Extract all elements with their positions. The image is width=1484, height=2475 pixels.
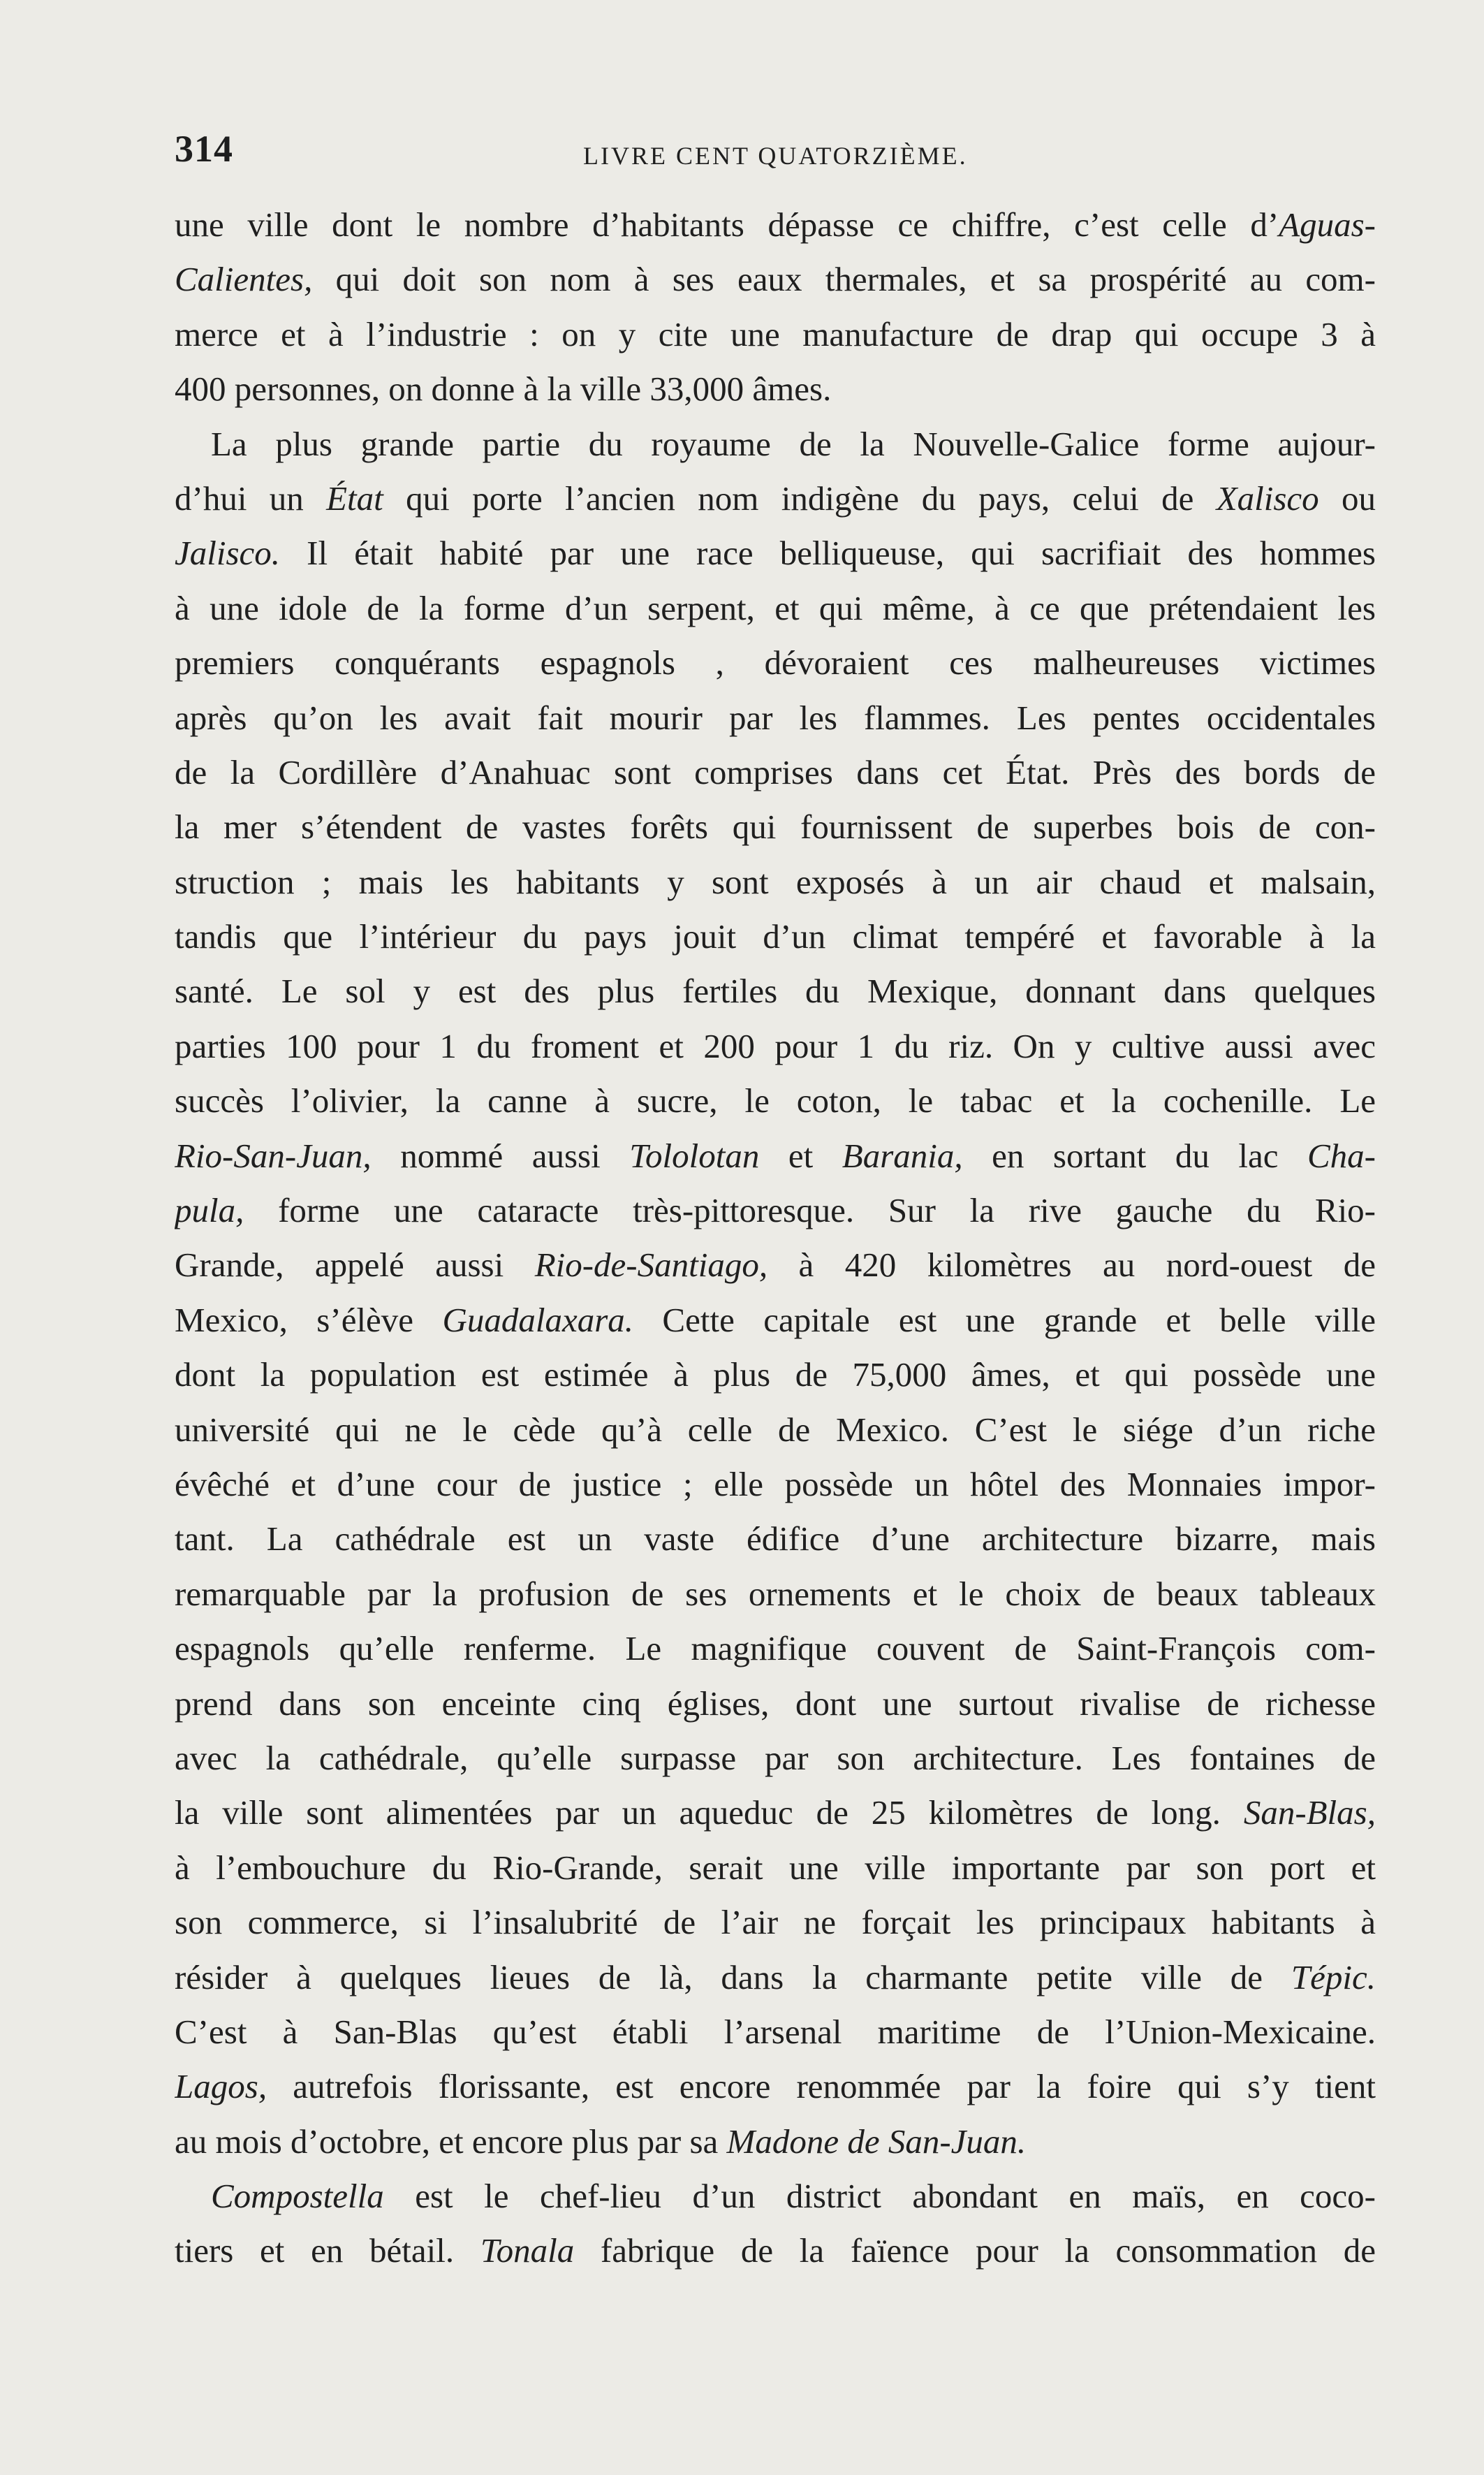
- text-line: d’hui un État qui porte l’ancien nom indigène du pays, celui de Xalisco ou: [175, 479, 1376, 518]
- italic-term: San-Blas,: [1243, 1793, 1376, 1832]
- italic-term: Tépic.: [1291, 1957, 1376, 1996]
- italic-term: pula,: [175, 1191, 244, 1230]
- text-line: la mer s’étendent de vastes forêts qui fournissent de superbes bois de con-: [175, 808, 1376, 847]
- text-line: dont la population est estimée à plus de 75,000 âmes, et qui possède une: [175, 1355, 1376, 1394]
- italic-term: État: [326, 479, 383, 518]
- text-line: Grande, appelé aussi Rio-de-Santiago, à 420 kilomètres au nord-ouest de: [175, 1246, 1376, 1285]
- text-line: tant. La cathédrale est un vaste édifice d’une architecture bizarre, mais: [175, 1519, 1376, 1558]
- text-line: 400 personnes, on donne à la ville 33,000 âmes.: [175, 370, 832, 409]
- text-line: résider à quelques lieues de là, dans la charmante petite ville de Tépic.: [175, 1957, 1376, 1996]
- text-line: premiers conquérants espagnols , dévoraient ces malheureuses victimes: [175, 643, 1376, 682]
- italic-term: Jalisco.: [175, 534, 281, 573]
- text-line: à l’embouchure du Rio-Grande, serait une ville importante par son port et: [175, 1848, 1376, 1887]
- italic-term: Guadalaxara.: [442, 1300, 634, 1339]
- italic-term: Calientes,: [175, 260, 313, 299]
- italic-term: Tonala: [480, 2231, 575, 2270]
- text-line: prend dans son enceinte cinq églises, dont une surtout rivalise de richesse: [175, 1684, 1376, 1723]
- text-line: avec la cathédrale, qu’elle surpasse par son architecture. Les fontaines de: [175, 1738, 1376, 1777]
- italic-term: Cha-: [1307, 1136, 1376, 1175]
- text-line: santé. Le sol y est des plus fertiles du Mexique, donnant dans quelques: [175, 972, 1376, 1011]
- italic-term: Barania,: [842, 1136, 963, 1175]
- italic-term: Madone de San-Juan.: [726, 2122, 1027, 2161]
- text-line: pula, forme une cataracte très-pittoresque. Sur la rive gauche du Rio-: [175, 1191, 1376, 1230]
- page-number: 314: [175, 128, 233, 170]
- running-title: LIVRE CENT QUATORZIÈME.: [583, 142, 968, 170]
- text-line: Compostella est le chef-lieu d’un district abondant en maïs, en coco-: [211, 2177, 1376, 2216]
- text-line: succès l’olivier, la canne à sucre, le coton, le tabac et la cochenille. Le: [175, 1081, 1376, 1120]
- text-line: struction ; mais les habitants y sont exposés à un air chaud et malsain,: [175, 862, 1376, 901]
- body-text: [175, 198, 1376, 2279]
- text-line: de la Cordillère d’Anahuac sont comprises dans cet État. Près des bords de: [175, 752, 1376, 791]
- italic-term: Lagos,: [175, 2067, 267, 2106]
- text-line: Lagos, autrefois florissante, est encore renommée par la foire qui s’y tient: [175, 2067, 1376, 2106]
- text-line: tandis que l’intérieur du pays jouit d’un climat tempéré et favorable à la: [175, 917, 1376, 956]
- italic-term: Rio-San-Juan,: [175, 1136, 372, 1175]
- text-line: C’est à San-Blas qu’est établi l’arsenal maritime de l’Union-Mexicaine.: [175, 2012, 1376, 2051]
- text-line: Mexico, s’élève Guadalaxara. Cette capitale est une grande et belle ville: [175, 1300, 1376, 1339]
- italic-term: Aguas-: [1279, 205, 1376, 244]
- text-line: tiers et en bétail. Tonala fabrique de la faïence pour la consommation de: [175, 2231, 1376, 2270]
- text-line: Calientes, qui doit son nom à ses eaux thermales, et sa prospérité au com-: [175, 260, 1376, 299]
- text-line: après qu’on les avait fait mourir par les flammes. Les pentes occidentales: [175, 698, 1376, 737]
- text-line: évêché et d’une cour de justice ; elle possède un hôtel des Monnaies impor-: [175, 1464, 1376, 1503]
- text-line: remarquable par la profusion de ses ornements et le choix de beaux tableaux: [175, 1574, 1376, 1613]
- italic-term: Rio-de-Santiago,: [534, 1246, 768, 1285]
- text-line: au mois d’octobre, et encore plus par sa Madone de San-Juan.: [175, 2122, 1027, 2161]
- text-line: son commerce, si l’insalubrité de l’air ne forçait les principaux habitants à: [175, 1903, 1376, 1942]
- text-line: la ville sont alimentées par un aqueduc de 25 kilomètres de long. San-Blas,: [175, 1793, 1376, 1832]
- text-line: Jalisco. Il était habité par une race belliqueuse, qui sacrifiait des hommes: [175, 534, 1376, 573]
- text-line: parties 100 pour 1 du froment et 200 pour 1 du riz. On y cultive aussi avec: [175, 1026, 1376, 1065]
- italic-term: Compostella: [211, 2177, 384, 2216]
- text-line: merce et à l’industrie : on y cite une manufacture de drap qui occupe 3 à: [175, 314, 1376, 353]
- italic-term: Tololotan: [629, 1136, 760, 1175]
- text-line: espagnols qu’elle renferme. Le magnifique couvent de Saint-François com-: [175, 1629, 1376, 1668]
- text-line: à une idole de la forme d’un serpent, et qui même, à ce que prétendaient les: [175, 588, 1376, 627]
- text-line: une ville dont le nombre d’habitants dépasse ce chiffre, c’est celle d’Aguas-: [175, 205, 1376, 244]
- italic-term: Xalisco: [1216, 479, 1319, 518]
- text-line: université qui ne le cède qu’à celle de Mexico. C’est le siége d’un riche: [175, 1410, 1376, 1449]
- text-line: La plus grande partie du royaume de la Nouvelle-Galice forme aujour-: [211, 424, 1376, 463]
- text-line: Rio-San-Juan, nommé aussi Tololotan et Barania, en sortant du lac Cha-: [175, 1136, 1376, 1175]
- page-header: [175, 127, 1376, 176]
